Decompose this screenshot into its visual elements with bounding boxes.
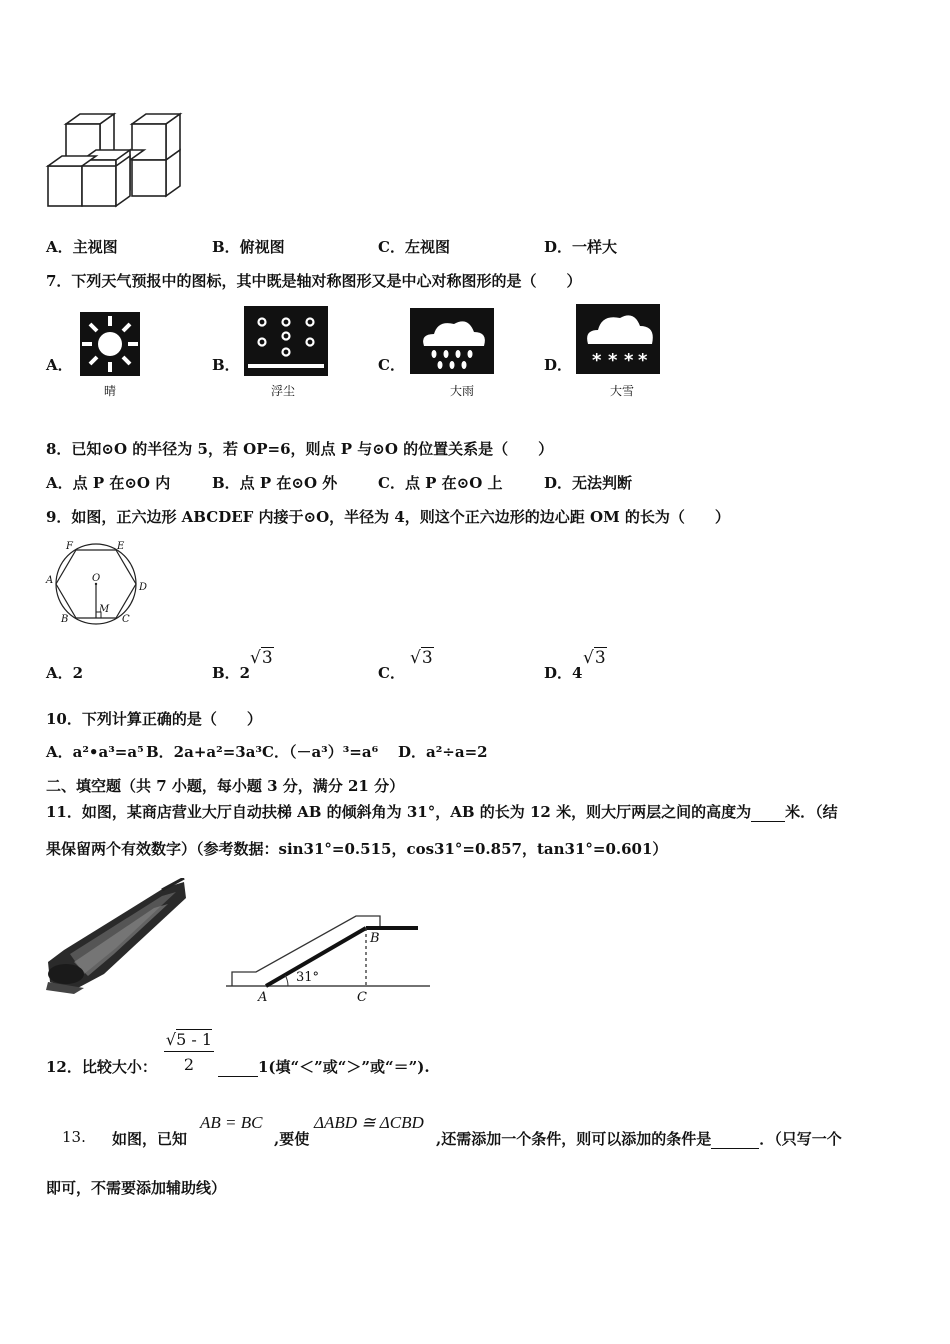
svg-text:*: * — [592, 350, 602, 371]
q13-line2: 即可，不需要添加辅助线） — [46, 1179, 227, 1197]
q6-option-c: C．左视图 — [378, 238, 450, 256]
q13-text-1: 如图，已知 — [112, 1130, 188, 1148]
q6-option-d: D．一样大 — [544, 238, 618, 256]
hex-label-b: B — [61, 614, 69, 625]
q6-option-b: B．俯视图 — [212, 238, 285, 256]
section-heading-fill-in: 二、填空题（共 7 小题，每小题 3 分，满分 21 分） — [46, 777, 405, 795]
q7-letter-b: B． — [212, 356, 240, 374]
q12-answer-blank[interactable] — [218, 1058, 258, 1077]
q9-option-d: D．4 — [544, 664, 583, 682]
q7-letter-d: D． — [544, 356, 573, 374]
q12-prefix: 12．比较大小： — [46, 1058, 157, 1076]
cube-stack-figure — [44, 110, 189, 215]
q10-option-d: D．a²÷a=2 — [398, 743, 488, 761]
q9-option-c: C． — [378, 664, 405, 682]
hex-label-a: A — [46, 575, 54, 586]
hex-label-f: F — [66, 541, 73, 552]
q13-text-2: ,要使 — [274, 1130, 310, 1148]
q8-stem: 8．已知⊙O 的半径为 5，若 OP=6，则点 P 与⊙O 的位置关系是（ ） — [46, 440, 554, 458]
caption-sunny: 晴 — [104, 384, 117, 398]
q9-option-b-sqrt: √3 — [250, 648, 273, 668]
q9-stem: 9．如图，正六边形 ABCDEF 内接于⊙O，半径为 4，则这个正六边形的边心距 OM 的长为（ ） — [46, 508, 730, 526]
escalator-diagram — [222, 880, 434, 1008]
hex-label-c: C — [122, 614, 130, 625]
caption-heavy-rain: 大雨 — [450, 384, 475, 398]
q9-c-radicand: 3 — [421, 648, 433, 668]
q11-line1 — [46, 801, 838, 822]
q13-answer-blank[interactable] — [711, 1130, 759, 1149]
svg-text:*: * — [624, 350, 634, 371]
q10-option-c: C．（－a³）³=a⁶ — [262, 743, 379, 761]
caption-dust: 浮尘 — [271, 384, 296, 398]
caption-heavy-snow: 大雪 — [610, 384, 635, 398]
hex-label-m: M — [99, 604, 110, 615]
q10-option-b: B．2a+a²=3a³ — [146, 743, 262, 761]
q9-option-a: A．2 — [46, 664, 84, 682]
q10-stem: 10．下列计算正确的是（ ） — [46, 710, 262, 728]
escalator-label-b: B — [370, 931, 380, 946]
q11-line1-pre: 11．如图，某商店营业大厅自动扶梯 AB 的倾斜角为 31°，AB 的长为 12 米，则大厅两层之间的高度为 — [46, 803, 752, 821]
q12-fraction — [164, 1030, 214, 1074]
q9-option-c-sqrt: √3 — [410, 648, 433, 668]
sunny-icon — [80, 312, 140, 376]
escalator-label-c: C — [357, 990, 367, 1005]
heavy-rain-icon — [410, 308, 494, 374]
q9-b-radicand: 3 — [261, 648, 273, 668]
q13-text-3: ,还需添加一个条件，则可以添加的条件是 — [436, 1130, 712, 1148]
q8-option-a: A．点 P 在⊙O 内 — [46, 474, 171, 492]
q13-math-ab-eq-bc: AB = BC — [200, 1113, 263, 1132]
q13-number: 13. — [62, 1128, 86, 1146]
heavy-snow-icon — [576, 304, 660, 374]
q12-post: 1(填“＜”或“＞”或“＝”). — [258, 1058, 430, 1076]
q9-option-b: B．2 — [212, 664, 251, 682]
q11-line2: 果保留两个有效数字）（参考数据：sin31°=0.515，cos31°=0.857，tan31°=0.601） — [46, 840, 668, 858]
q8-option-d: D．无法判断 — [544, 474, 633, 492]
q8-option-c: C．点 P 在⊙O 上 — [378, 474, 503, 492]
q9-d-radicand: 3 — [594, 648, 606, 668]
q8-option-b: B．点 P 在⊙O 外 — [212, 474, 338, 492]
q7-stem: 7．下列天气预报中的图标，其中既是轴对称图形又是中心对称图形的是（ ） — [46, 272, 582, 290]
q12-denominator: 2 — [183, 1055, 195, 1074]
q6-option-a: A．主视图 — [46, 238, 118, 256]
q13-tail — [436, 1128, 842, 1149]
hex-label-d: D — [139, 582, 148, 593]
q7-letter-c: C． — [378, 356, 405, 374]
q13-text-4: ．（只写一个 — [759, 1130, 842, 1148]
q10-option-a: A．a²•a³=a⁵ — [46, 743, 144, 761]
q12-numerator: √5 - 1 — [164, 1030, 214, 1052]
q12-tail — [218, 1056, 430, 1077]
q9-option-d-sqrt: √3 — [583, 648, 606, 668]
escalator-label-a: A — [258, 990, 268, 1005]
q11-answer-blank[interactable] — [751, 803, 785, 822]
q12-num-text: 5 - 1 — [176, 1030, 213, 1049]
hex-label-e: E — [117, 541, 125, 552]
escalator-label-angle: 31° — [296, 970, 320, 985]
dust-icon — [244, 306, 328, 376]
escalator-photo — [44, 878, 188, 996]
q11-line1-post: 米．（结 — [785, 803, 838, 821]
svg-text:*: * — [608, 350, 618, 371]
q13-math-congruent: ΔABD ≅ ΔCBD — [314, 1113, 424, 1132]
q7-letter-a: A． — [46, 356, 73, 374]
hex-label-o: O — [92, 573, 101, 584]
svg-text:*: * — [638, 350, 648, 371]
